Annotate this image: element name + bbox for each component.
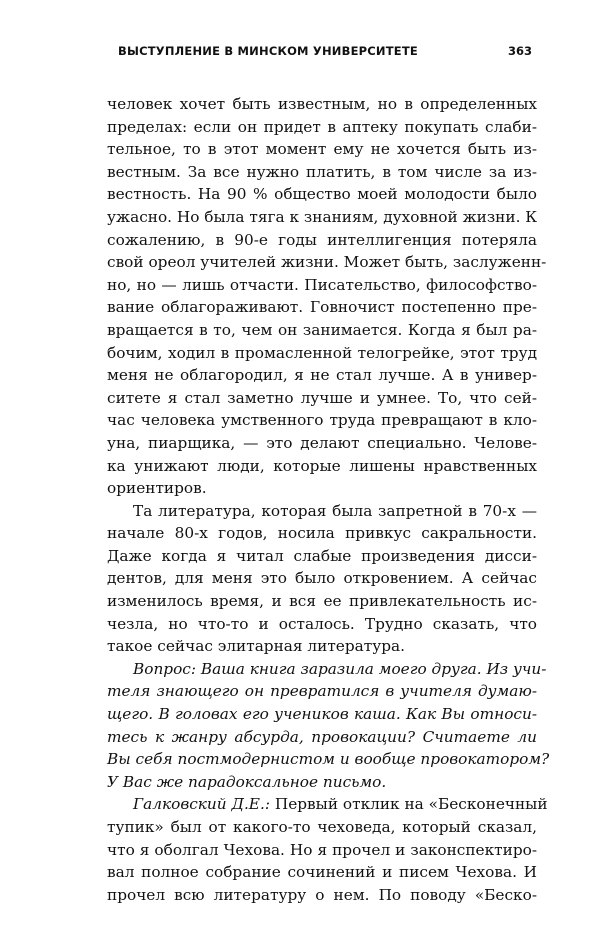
paragraph-2 [107, 500, 537, 658]
text-line: такое сейчас элитарная литература. [107, 637, 406, 656]
text-line: прочел всю литературу о нем. По поводу «Беско- [107, 885, 537, 904]
text-line: Даже когда я читал слабые произведения дисси- [107, 546, 537, 565]
text-line: щего. В головах его учеников каша. Как Вы относи- [107, 705, 537, 724]
text-line: вание облагораживают. Говночист постепенно пре- [107, 298, 537, 317]
text-line: изменилось время, и вся ее привлекательность ис- [107, 592, 537, 611]
text-line: ситете я стал заметно лучше и умнее. То, что сей- [107, 388, 537, 407]
text-line: дентов, для меня это было откровением. А сейчас [107, 569, 537, 588]
text-line: вестным. За все нужно платить, в том числе за из- [107, 162, 537, 181]
text-line: тесь к жанру абсурда, провокации? Считаете ли [107, 727, 537, 746]
text-line: меня не облагородил, я не стал лучше. А в универ- [107, 366, 537, 385]
text-line: бочим, ходил в промасленной телогрейке, этот труд [107, 343, 537, 362]
paragraph-1 [107, 93, 547, 500]
text-line: тупик» был от какого-то чеховеда, который сказал, [107, 818, 537, 836]
text-line: ориентиров. [107, 479, 207, 498]
text-line: пределах: если он придет в аптеку покупать слаби- [107, 117, 537, 136]
answer-paragraph [107, 793, 548, 906]
text-line [107, 793, 548, 816]
text-line: сожалению, в 90-е годы интеллигенция потеряла [107, 230, 537, 249]
text-line: теля знающего он превратился в учителя думаю- [107, 682, 537, 701]
text-line: уна, пиарщика, — это делают специально. Челове- [107, 433, 537, 452]
text-line: чезла, но что-то и осталось. Трудно сказать, что [107, 614, 537, 633]
text-line: что я оболгал Чехова. Но я прочел и законспектиро- [107, 840, 537, 859]
text-line: У Вас же парадоксальное письмо. [107, 772, 387, 791]
text-line: тельное, то в этот момент ему не хочется быть из- [107, 140, 537, 159]
text-line: но, но — лишь отчасти. Писательство, философство- [107, 275, 537, 294]
text-line: ужасно. Но была тяга к знаниям, духовной жизни. К [107, 207, 538, 226]
question-paragraph [107, 658, 550, 794]
speaker-name: Галковский Д.Е.: [133, 795, 270, 814]
text-line: вращается в то, чем он занимается. Когда я был ра- [107, 320, 537, 339]
text-line: вал полное собрание сочинений и писем Чехова. И [107, 863, 537, 882]
text-line: начале 80-х годов, носила привкус сакральности. [107, 524, 537, 543]
answer-first-line: Первый отклик на «Бесконечный [270, 795, 548, 814]
text-line: Та литература, которая была запретной в 70-х — [133, 501, 537, 520]
page-number: 363 [508, 44, 533, 58]
running-title: ВЫСТУПЛЕНИЕ В МИНСКОМ УНИВЕРСИТЕТЕ [118, 44, 418, 58]
body-text [107, 93, 550, 906]
text-line: Вы себя постмодернистом и вообще провокатором? [107, 750, 550, 769]
text-line: свой ореол учителей жизни. Может быть, заслуженн- [107, 253, 547, 272]
text-line: вестность. На 90 % общество моей молодости было [107, 185, 537, 204]
text-line: Вопрос: Ваша книга заразила моего друга. Из учи- [133, 659, 547, 678]
text-line: ка унижают люди, которые лишены нравственных [107, 456, 537, 475]
text-line: час человека умственного труда превращают в кло- [107, 411, 537, 430]
text-line: человек хочет быть известным, но в определенных [107, 95, 537, 113]
